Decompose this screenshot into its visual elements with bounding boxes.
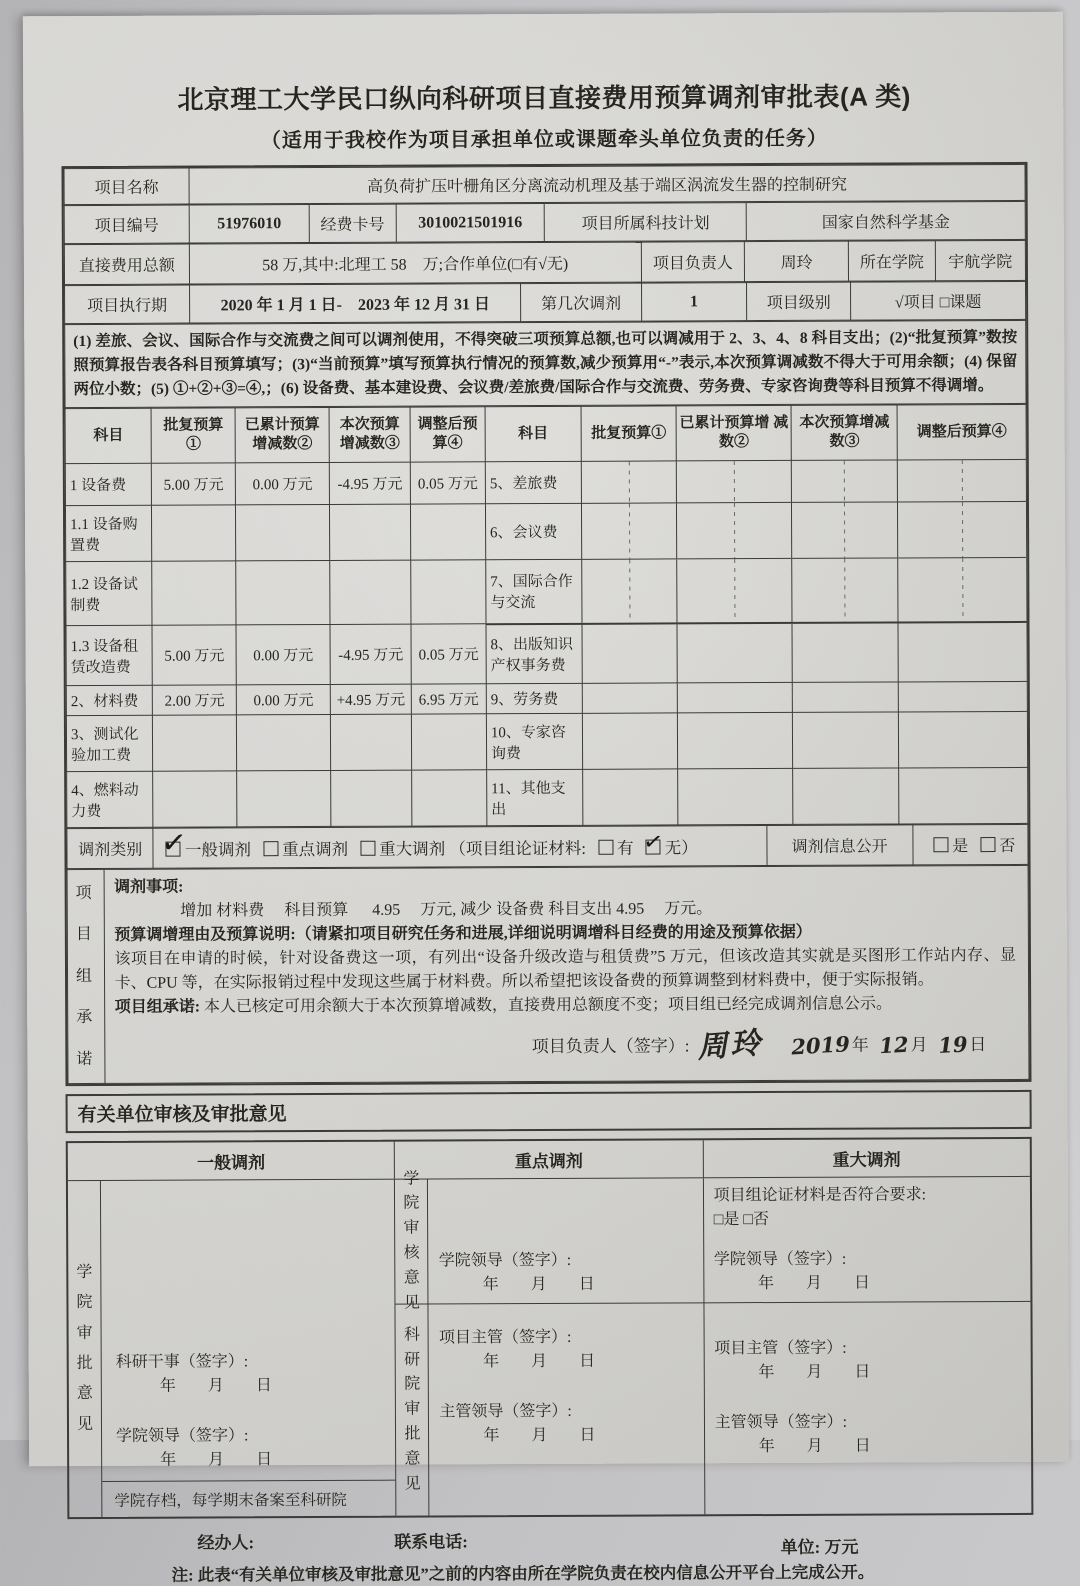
cell xyxy=(792,502,898,558)
level-value: √项目 □课题 xyxy=(851,281,1026,320)
budget-row-7 xyxy=(67,767,1028,827)
cell xyxy=(676,460,791,503)
approval-section-title: 有关单位审核及审批意见 xyxy=(66,1090,1032,1133)
cell xyxy=(792,558,898,622)
supervisor-leader-sign-label: 主管领导（签字）: xyxy=(714,1413,848,1432)
instructions-text: (1) 差旅、会议、国际合作与交流费之间可以调剂使用，不得突破三项预算总额,也可以调减用于 2、3、4、8 科目支出；(2)“批复预算”数按照预算报告表各科目预算填写；(3)“当前预算”填写预算执行情况的预算数,减少预算用“-”表示,本次预算调减数不得大于可用余额；(4) 保留两位小数；(5) ①+②+③=④,；(6) 设备费、基本建设费、会议费/差旅费/国际合作与交流费、劳务费、专家咨询费等科目预算不得调增。 xyxy=(65,320,1026,407)
cell: +4.95 万元 xyxy=(331,684,412,714)
col-adjusted-left: 调整后预 算④ xyxy=(410,407,485,462)
subject-equip-purchase: 1.1 设备购置费 xyxy=(65,505,152,561)
instructions-row xyxy=(64,320,1026,408)
cell: 6.95 万元 xyxy=(411,684,486,714)
evidence-prefix: （项目组论证材料: xyxy=(449,838,586,858)
cell xyxy=(677,682,792,713)
project-supervisor-sign-label: 项目主管（签字）: xyxy=(714,1339,847,1358)
cell: 0.05 万元 xyxy=(411,624,486,684)
college-label: 所在学院 xyxy=(848,241,935,281)
cell xyxy=(793,768,899,824)
handwritten-check-icon: ✓ xyxy=(160,823,189,862)
col-approved-left: 批复预算 ① xyxy=(152,408,236,463)
cell xyxy=(331,714,412,770)
project-name-value: 高负荷扩压叶栅角区分离流动机理及基于端区涡流发生器的控制研究 xyxy=(189,164,1025,204)
total-label: 直接费用总额 xyxy=(64,244,189,285)
checkbox-publicity-no xyxy=(980,837,995,852)
date-line: 年 月 日 xyxy=(483,1352,596,1371)
evidence-yes: 有 xyxy=(617,838,634,858)
col-general-title: 一般调剂 xyxy=(197,1153,266,1173)
project-no-label: 项目编号 xyxy=(64,205,189,244)
sign-month: 12 xyxy=(878,1031,910,1059)
checkbox-general-adjust xyxy=(160,823,189,862)
cell xyxy=(792,460,898,502)
budget-row-3 xyxy=(66,557,1027,625)
commitment-side-label: 项目组承诺 xyxy=(75,884,93,1068)
cell xyxy=(411,560,486,624)
date-line: 年 月 日 xyxy=(757,1274,871,1293)
cell xyxy=(899,767,1028,824)
leader-value: 周玲 xyxy=(745,241,849,281)
cell: 0.00 万元 xyxy=(235,462,329,504)
cell xyxy=(236,560,330,624)
subject-fuel: 4、燃料动力费 xyxy=(67,771,154,827)
cell xyxy=(898,501,1027,558)
checkbox-evidence-no xyxy=(641,827,665,857)
budget-table xyxy=(65,404,1029,828)
cell xyxy=(331,770,412,826)
program-label: 项目所属科技计划 xyxy=(545,203,747,242)
subject-travel: 5、差旅费 xyxy=(485,461,581,503)
publicity-no: 否 xyxy=(999,838,1016,856)
adjust-type-label: 调剂类别 xyxy=(67,828,154,868)
option-key: 重点调剂 xyxy=(282,839,349,859)
college-value: 宇航学院 xyxy=(935,240,1026,280)
research-office-side-label: 科研院审批意见 xyxy=(396,1305,430,1516)
checkbox-key-adjust xyxy=(263,841,278,856)
cell xyxy=(583,769,678,825)
subject-other: 11、其他支出 xyxy=(487,769,583,825)
checkbox-evidence-yes xyxy=(598,839,613,854)
date-line: 年 月 日 xyxy=(159,1377,272,1395)
cell xyxy=(236,504,330,560)
signature-row xyxy=(115,1016,1017,1079)
page-subtitle: （适用于我校作为项目承担单位或课题牵头单位负责的任务） xyxy=(260,127,828,153)
cell xyxy=(678,712,794,769)
cell xyxy=(152,561,236,625)
cell xyxy=(678,768,794,825)
general-adjust-column xyxy=(68,1180,396,1517)
cell: -4.95 万元 xyxy=(330,462,411,504)
date-line: 年 月 日 xyxy=(483,1426,596,1445)
budget-row-6 xyxy=(66,711,1027,771)
evidence-requirement-question: 项目组论证材料是否符合要求: xyxy=(713,1186,927,1205)
period-row xyxy=(64,281,1026,324)
cell xyxy=(898,557,1027,622)
cell xyxy=(582,623,677,683)
project-number-row xyxy=(64,201,1026,244)
period-label: 项目执行期 xyxy=(65,285,190,324)
key-adjust-column xyxy=(394,1170,705,1515)
level-label: 项目级别 xyxy=(747,282,851,320)
year-char: 年 xyxy=(851,1035,869,1055)
checkbox-publicity-yes xyxy=(933,837,948,852)
evidence-requirement-boxes: □是 □否 xyxy=(713,1211,770,1229)
cell xyxy=(792,622,898,682)
budget-header-row xyxy=(65,404,1026,463)
program-value: 国家自然科学基金 xyxy=(746,201,1025,240)
evidence-suffix: ） xyxy=(681,837,698,857)
cell xyxy=(152,505,236,561)
major-adjust-column xyxy=(704,1177,1032,1514)
project-name-label: 项目名称 xyxy=(64,168,189,205)
phone-label: 联系电话: xyxy=(394,1532,468,1552)
cell xyxy=(237,770,331,826)
college-leader-sign-label: 学院领导（签字）: xyxy=(116,1427,249,1445)
cell xyxy=(330,560,411,624)
subject-equipment: 1 设备费 xyxy=(65,463,152,505)
budget-row-1 xyxy=(65,459,1026,505)
college-leader-sign-label: 学院领导（签字）: xyxy=(713,1250,847,1269)
paper-sheet xyxy=(23,12,1069,1585)
cell xyxy=(153,715,237,771)
day-char: 日 xyxy=(969,1034,987,1054)
reason-body: 该项目在申请的时候，针对设备费这一项，有列出“设备升级改造与租赁费”5 万元，但该改造其实就是买图形工作站内存、显卡、CPU 等，在实际报销过程中发现这些属于材料费。所以希望把该设备费的预算调整到材料费中，便于实际报销。 xyxy=(114,946,1016,992)
cell xyxy=(677,502,793,559)
budget-row-2 xyxy=(65,501,1026,561)
times-label: 第几次调剂 xyxy=(521,283,641,322)
cell xyxy=(581,503,676,559)
date-line: 年 月 日 xyxy=(482,1275,595,1294)
month-char: 月 xyxy=(910,1035,928,1055)
subject-intl-coop: 7、国际合作与交流 xyxy=(486,559,582,623)
sign-year: 2019 xyxy=(790,1030,851,1060)
date-line: 年 月 日 xyxy=(758,1363,871,1382)
times-value: 1 xyxy=(641,283,747,321)
checkbox-major-adjust xyxy=(360,840,375,855)
period-value: 2020 年 1 月 1 日- 2023 年 12 月 31 日 xyxy=(189,284,521,323)
budget-row-4 xyxy=(66,621,1027,685)
college-review-side-label: 学院审核意见 xyxy=(395,1180,429,1304)
cell xyxy=(793,682,899,712)
cell xyxy=(898,621,1027,682)
cell xyxy=(236,714,330,770)
option-major: 重大调剂 xyxy=(379,838,446,859)
handwritten-check-icon: ✓ xyxy=(641,827,665,857)
cell xyxy=(330,504,411,560)
supervisor-leader-sign-label: 主管领导（签字）: xyxy=(439,1402,572,1421)
cell: 5.00 万元 xyxy=(152,463,236,505)
main-form-table xyxy=(61,162,1031,1086)
archive-note: 学院存档，每学期末备案至科研院 xyxy=(102,1480,396,1517)
subject-equip-lease: 1.3 设备租赁改造费 xyxy=(66,625,153,685)
cell xyxy=(582,713,677,769)
approval-header-row xyxy=(68,1139,1030,1181)
promise-title: 项目组承诺: xyxy=(114,998,201,1016)
project-supervisor-sign-label: 项目主管（签字）: xyxy=(438,1328,572,1347)
promise-body: 本人已核定可用余额大于本次预算增减数，直接费用总额度不变；项目组已经完成调剂信息公示。 xyxy=(203,995,893,1016)
fund-card-label: 经费卡号 xyxy=(309,204,396,242)
date-line: 年 月 日 xyxy=(160,1451,273,1469)
subject-consulting: 10、专家咨询费 xyxy=(486,713,582,769)
unit-label: 单位: 万元 xyxy=(780,1537,859,1558)
col-major-title: 重大调剂 xyxy=(832,1150,901,1170)
cell xyxy=(793,712,899,768)
fund-card-value: 3010021501916 xyxy=(396,204,545,243)
adjust-item-line: 增加 材料费 科目预算 4.95 万元, 减少 设备费 科目支出 4.95 万元。 xyxy=(180,900,713,920)
college-approval-side-label: 学院审批意见 xyxy=(68,1181,102,1517)
adjust-item-title: 调剂事项: xyxy=(114,878,184,896)
budget-row-5 xyxy=(66,681,1027,715)
cell xyxy=(898,681,1027,712)
leader-label: 项目负责人 xyxy=(641,242,745,282)
col-approved-right: 批复预算① xyxy=(581,406,676,461)
col-key-title: 重点调剂 xyxy=(394,1140,703,1178)
cell xyxy=(582,683,677,713)
total-value: 58 万,其中:北理工 58 万;合作单位(□有√无) xyxy=(189,242,641,284)
project-name-row xyxy=(64,164,1026,205)
cell: -4.95 万元 xyxy=(330,624,411,684)
cell: 0.05 万元 xyxy=(410,462,485,504)
cell xyxy=(153,771,237,827)
sign-day: 19 xyxy=(937,1031,969,1058)
publicity-yes: 是 xyxy=(952,838,969,856)
approval-table xyxy=(66,1137,1034,1519)
adjust-type-row xyxy=(66,824,1028,869)
cell xyxy=(410,504,485,560)
col-current-right: 本次预算增减 数③ xyxy=(792,405,898,460)
cell xyxy=(677,622,793,683)
subject-testing: 3、测试化验加工费 xyxy=(66,715,153,771)
subject-conference: 6、会议费 xyxy=(485,503,581,559)
college-leader-sign-label: 学院领导（签字）: xyxy=(438,1251,572,1270)
cell xyxy=(581,461,676,503)
option-general: 一般调剂 xyxy=(184,839,252,860)
commitment-section xyxy=(67,865,1030,1084)
reason-title: 预算调增理由及预算说明:（请紧扣项目研究任务和进展,详细说明调增科目经费的用途及预算依据） xyxy=(114,923,812,944)
subject-equip-trial: 1.2 设备试制费 xyxy=(66,561,153,625)
page-title: 北京理工大学民口纵向科研项目直接费用预算调剂审批表(A 类) xyxy=(177,81,911,115)
cell: 0.00 万元 xyxy=(236,684,330,714)
subject-materials: 2、材料费 xyxy=(66,685,153,715)
cell xyxy=(582,559,677,623)
cell xyxy=(412,770,487,826)
col-accum-left: 已累计预算 增减数② xyxy=(235,407,329,462)
col-subject-right: 科目 xyxy=(485,406,581,461)
sign-label: 项目负责人（签字）: xyxy=(531,1036,690,1056)
project-no-value: 51976010 xyxy=(189,205,309,244)
footer-line xyxy=(67,1525,1033,1558)
subject-labor: 9、劳务费 xyxy=(486,683,582,713)
cell: 5.00 万元 xyxy=(152,625,236,685)
cell xyxy=(899,711,1028,768)
leader-signature: 周玲 xyxy=(696,1025,765,1066)
evidence-no: 无 xyxy=(664,837,682,858)
research-clerk-sign-label: 科研干事（签字）: xyxy=(115,1353,249,1371)
footnote: 注: 此表“有关单位审核及审批意见”之前的内容由所在学院负责在校内信息公开平台上完成公开。 xyxy=(171,1562,875,1585)
cell: 0.00 万元 xyxy=(236,624,330,684)
col-current-left: 本次预算 增减数③ xyxy=(329,407,410,462)
handler-label: 经办人: xyxy=(197,1533,255,1553)
col-adjusted-right: 调整后预算④ xyxy=(897,404,1026,460)
cell xyxy=(677,558,793,623)
cell: 2.00 万元 xyxy=(153,685,237,715)
publicity-label: 调剂信息公开 xyxy=(766,825,912,866)
col-subject-left: 科目 xyxy=(65,408,152,463)
cell xyxy=(897,459,1026,502)
cell xyxy=(411,714,486,770)
total-budget-row xyxy=(64,240,1026,285)
col-accum-right: 已累计预算增 减数② xyxy=(676,405,792,461)
subject-publication: 8、出版知识产权事务费 xyxy=(486,623,582,683)
date-line: 年 月 日 xyxy=(758,1437,871,1456)
